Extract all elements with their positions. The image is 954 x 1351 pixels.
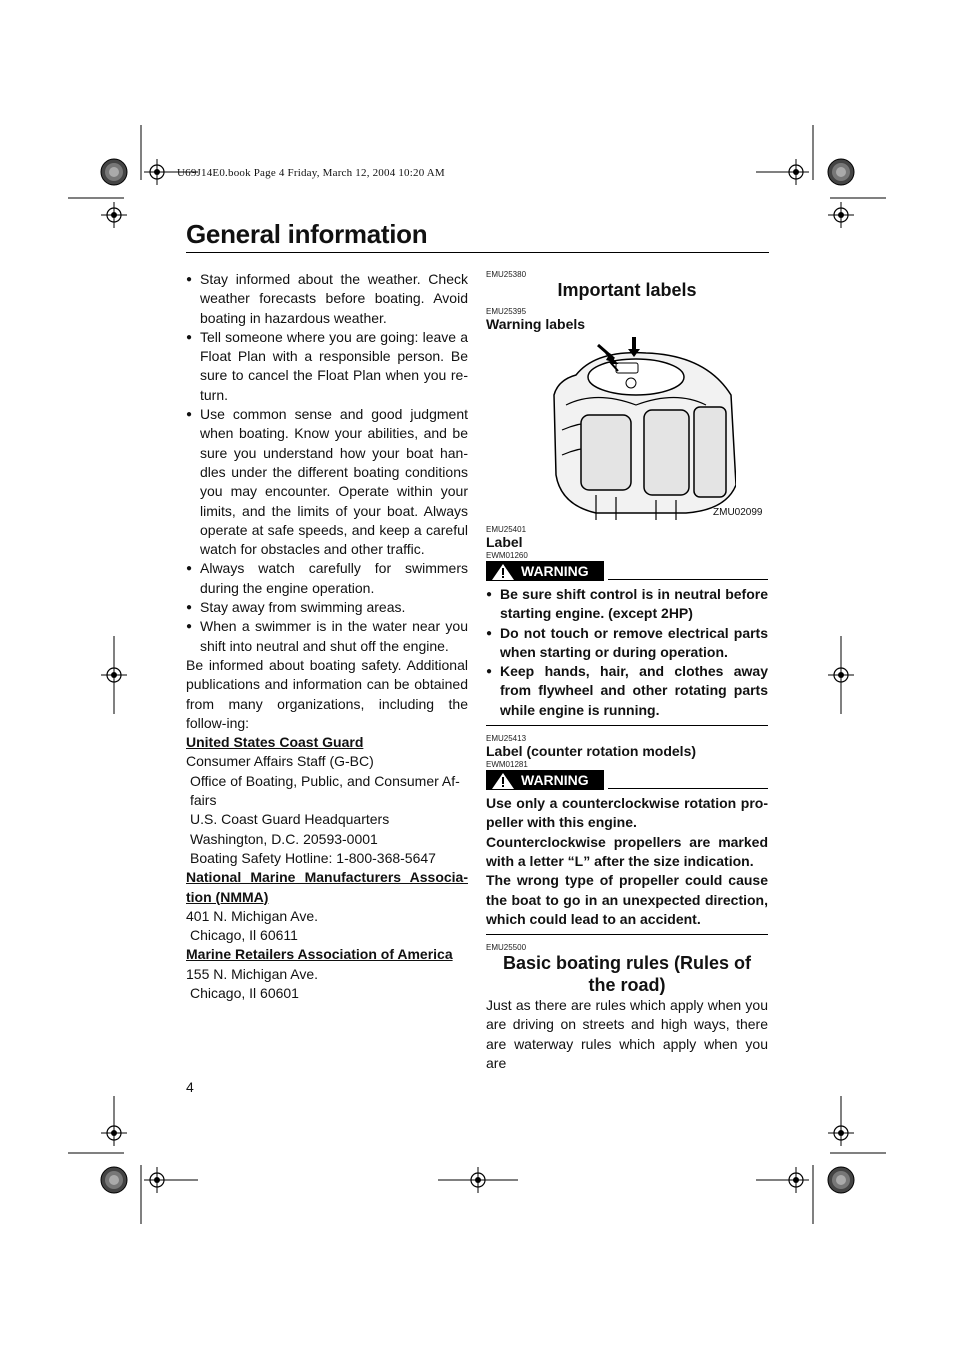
- bullet-item: ● Always watch carefully for swimmers during the engine operation.: [186, 559, 468, 598]
- right-column: [486, 270, 768, 1073]
- org-line: U.S. Coast Guard Headquarters: [190, 811, 390, 828]
- warning-bullet: ● Do not touch or remove electrical parts when starting or during operation.: [486, 624, 768, 663]
- bullet-item: ● Stay informed about the weather. Check weather forecasts before boating. Avoid boating in hazardous weather.: [186, 270, 468, 328]
- warning-triangle-icon: [492, 564, 514, 580]
- warning-end-rule: [486, 934, 768, 935]
- warning-header: [486, 561, 768, 583]
- warning-triangle-icon: [492, 773, 514, 789]
- heading-label: Label: [486, 534, 523, 550]
- warning-rule: [608, 579, 768, 580]
- file-info-line: U69J14E0.book Page 4 Friday, March 12, 2004 10:20 AM: [177, 167, 445, 179]
- section-code: EMU25413: [486, 734, 527, 744]
- page-number: 4: [186, 1079, 194, 1095]
- outboard-engine-illustration: [536, 335, 736, 521]
- title-rule: [186, 252, 769, 253]
- heading-basic-boating-rules: Basic boating rules (Rules of the road): [502, 953, 752, 996]
- warning-text: Use only a counterclockwise rotation pro-peller with this engine.: [486, 795, 768, 831]
- warning-word: WARNING: [521, 772, 589, 789]
- rules-paragraph: Just as there are rules which apply when you are driving on streets and high ways, there are waterway rules which apply when you are: [486, 997, 768, 1072]
- warning-badge: [486, 770, 604, 790]
- warning-word: WARNING: [521, 563, 589, 579]
- org-line: 155 N. Michigan Ave.: [186, 965, 319, 982]
- bullet-item: ● Tell someone where you are going: leave a Float Plan with a responsible person. Be sure to cancel the Float Plan when you re-turn.: [186, 328, 468, 405]
- org-name-uscg: United States Coast Guard: [186, 734, 364, 751]
- heading-warning-labels: Warning labels: [486, 316, 586, 332]
- section-code: EMU25401: [486, 525, 527, 534]
- bullet-item: ● When a swimmer is in the water near you shift into neutral and shut off the engine.: [186, 617, 468, 656]
- figure-code: ZMU02099: [713, 507, 763, 518]
- section-code: EWM01281: [486, 760, 528, 770]
- engine-figure: [486, 335, 768, 525]
- heading-important-labels: Important labels: [557, 280, 697, 300]
- warning-text: Counterclockwise propellers are marked with a letter “L” after the size indication.: [486, 833, 768, 869]
- org-line: Consumer Affairs Staff (G-BC): [186, 753, 374, 770]
- bullet-item: ● Stay away from swimming areas.: [186, 598, 468, 617]
- warning-text: The wrong type of propeller could cause the boat to go in an unexpected direction, which could lead to an accident.: [486, 872, 768, 927]
- section-code: EMU25395: [486, 307, 527, 316]
- bullet-item: ● Use common sense and good judgment when boating. Know your abilities, and be sure you understand how your boat han-dles under the different boating conditions you may encounter. Operate within your limits, and the limits of your boat. Always operate at safe speeds, and keep a careful watch for obstacles and other traffic.: [186, 405, 468, 559]
- page-title: General information: [186, 219, 428, 249]
- org-name-mraa: Marine Retailers Association of America: [186, 946, 453, 963]
- org-line: Washington, D.C. 20593-0001: [190, 830, 378, 847]
- org-line: Office of Boating, Public, and Consumer Af-fairs: [190, 772, 460, 809]
- warning-badge: [486, 561, 604, 581]
- heading-label-counter-rotation: Label (counter rotation models): [486, 743, 697, 760]
- org-line: Boating Safety Hotline: 1-800-368-5647: [190, 849, 436, 866]
- warning-bullet: ● Be sure shift control is in neutral before starting engine. (except 2HP): [486, 585, 768, 624]
- org-line: Chicago, Il 60611: [190, 927, 298, 944]
- warning-rule: [608, 788, 768, 789]
- warning-header: [486, 770, 768, 792]
- org-line: 401 N. Michigan Ave.: [186, 907, 319, 924]
- section-code: EWM01260: [486, 551, 528, 560]
- warning-end-rule: [486, 725, 768, 726]
- warning-bullet: ● Keep hands, hair, and clothes away from flywheel and other rotating parts while engine is running.: [486, 662, 768, 720]
- left-column: [186, 270, 468, 1003]
- section-code: EMU25380: [486, 270, 527, 279]
- intro-paragraph: Be informed about boating safety. Additional publications and information can be obtained from many organizations, including the follow-ing:: [186, 656, 468, 731]
- org-name-nmma: National Marine Manufacturers Associa-tion (NMMA): [186, 869, 468, 905]
- section-code: EMU25500: [486, 943, 527, 953]
- org-line: Chicago, Il 60601: [190, 984, 299, 1001]
